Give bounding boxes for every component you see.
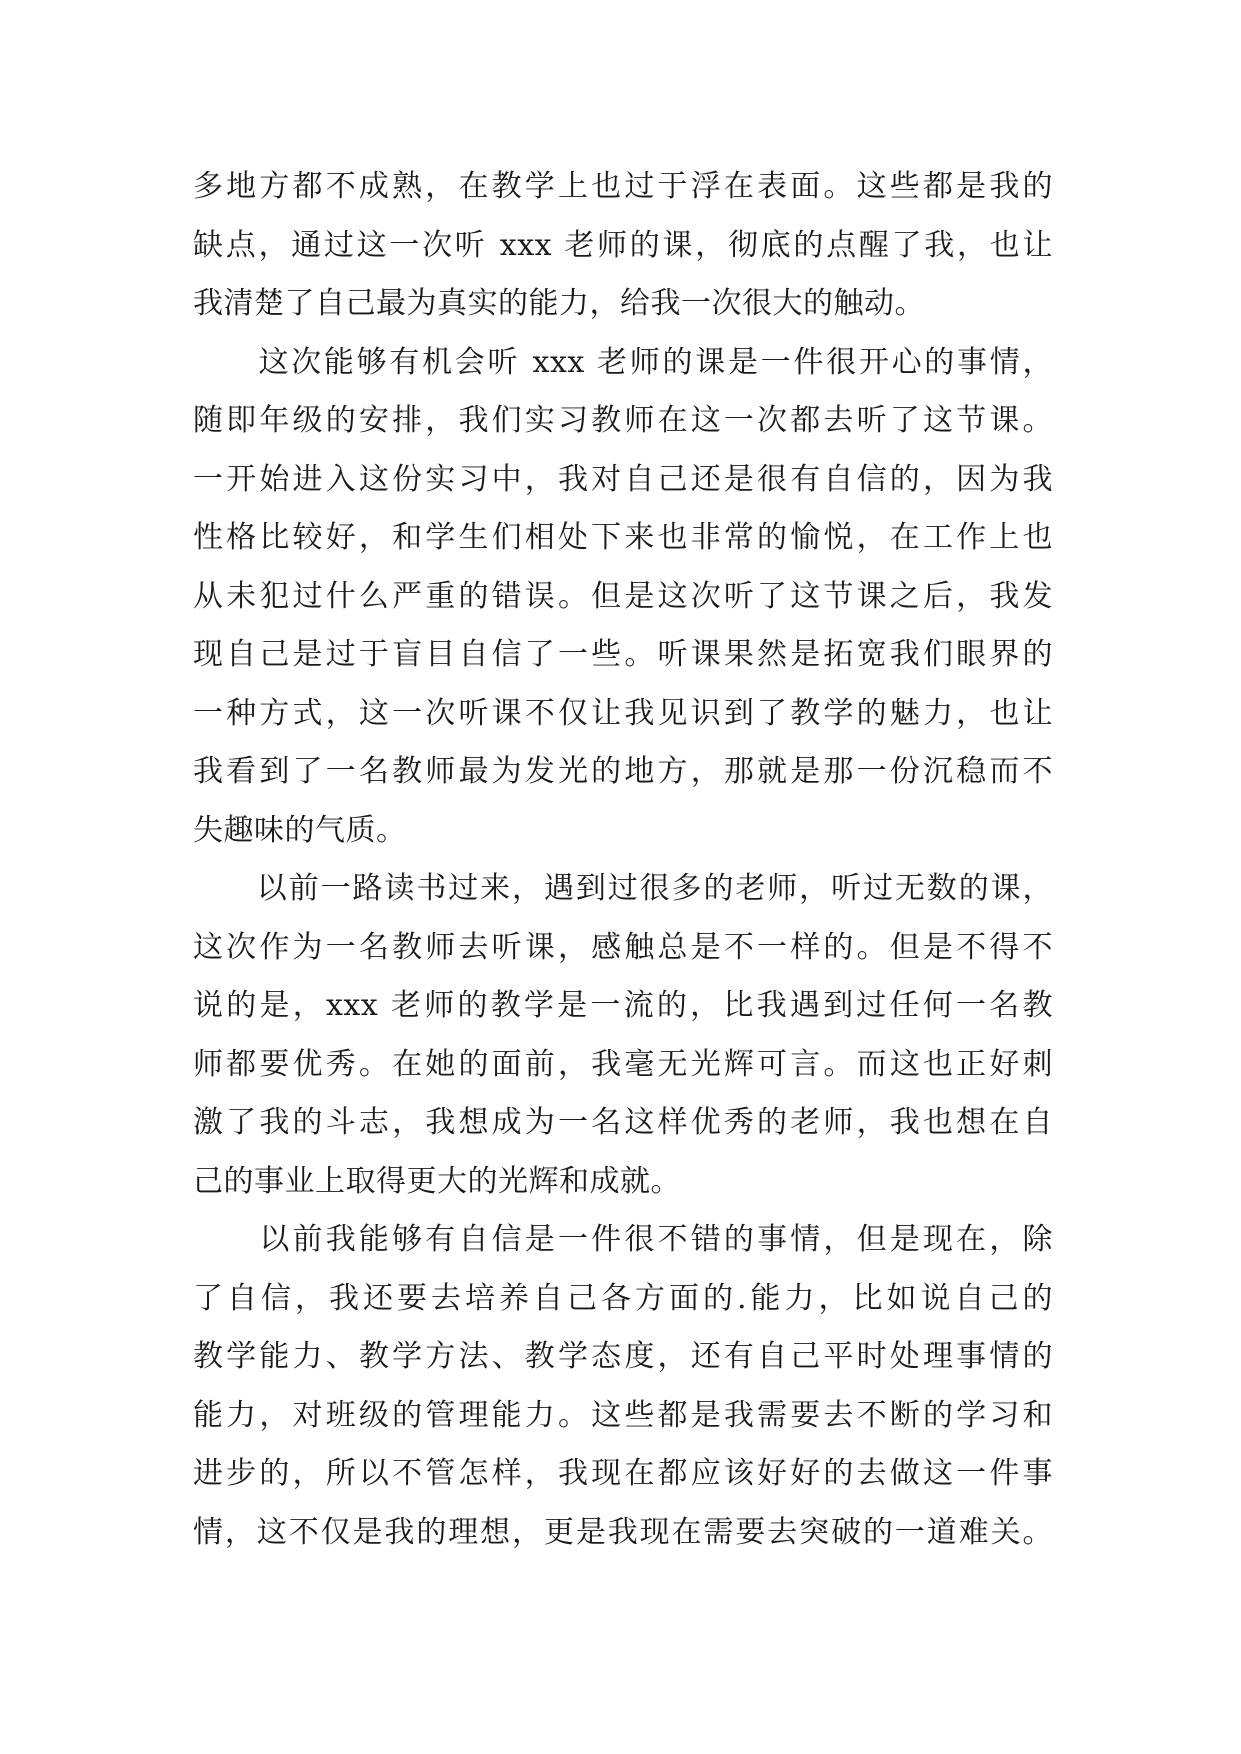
text-line: 这次作为一名教师去听课，感触总是不一样的。但是不得不 [193,929,1053,965]
text-line: 以前我能够有自信是一件很不错的事情，但是现在，除 [193,1222,1053,1257]
text-line: 这次能够有机会听 xxx 老师的课是一件很开心的事情， [193,344,1053,380]
text-line: 失趣味的气质。 [193,812,407,848]
text-line: 随即年级的安排，我们实习教师在这一次都去听了这节课。 [193,403,1053,438]
text-line: 己的事业上取得更大的光辉和成就。 [193,1163,681,1199]
text-line: 激了我的斗志，我想成为一名这样优秀的老师，我也想在自 [193,1105,1053,1140]
text-line: 多地方都不成熟，在教学上也过于浮在表面。这些都是我的 [193,169,1053,204]
text-line: 进步的，所以不管怎样，我现在都应该好好的去做这一件事 [193,1456,1053,1491]
text-line: 一开始进入这份实习中，我对自己还是很有自信的，因为我 [193,461,1053,497]
text-line: 缺点，通过这一次听 xxx 老师的课，彻底的点醒了我，也让 [193,227,1053,263]
text-line: 情，这不仅是我的理想，更是我现在需要去突破的一道难关。 [193,1514,1053,1550]
text-line: 以前一路读书过来，遇到过很多的老师，听过无数的课， [193,871,1053,906]
text-line: 一种方式，这一次听课不仅让我见识到了教学的魅力，也让 [193,695,1053,731]
text-line: 从未犯过什么严重的错误。但是这次听了这节课之后，我发 [193,578,1053,614]
text-line: 师都要优秀。在她的面前，我毫无光辉可言。而这也正好刺 [193,1046,1053,1082]
text-line: 现自己是过于盲目自信了一些。听课果然是拓宽我们眼界的 [193,637,1053,672]
text-line: 了自信，我还要去培养自己各方面的.能力，比如说自己的 [193,1280,1053,1316]
text-line: 我清楚了自己最为真实的能力，给我一次很大的触动。 [193,286,925,321]
text-line: 教学能力、教学方法、教学态度，还有自己平时处理事情的 [193,1339,1053,1374]
text-line: 能力，对班级的管理能力。这些都是我需要去不断的学习和 [193,1397,1053,1433]
text-line: 说的是，xxx 老师的教学是一流的，比我遇到过任何一名教 [193,988,1053,1023]
document-body [193,158,1053,1562]
text-line: 我看到了一名教师最为发光的地方，那就是那一份沉稳而不 [193,754,1053,789]
text-line: 性格比较好，和学生们相处下来也非常的愉悦，在工作上也 [193,520,1053,555]
